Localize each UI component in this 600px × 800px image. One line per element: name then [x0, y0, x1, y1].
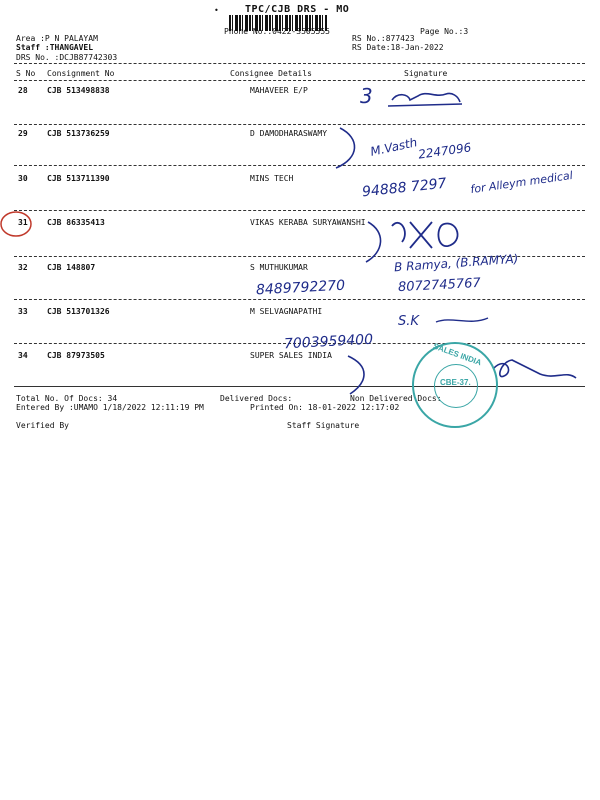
brace-mark [336, 128, 355, 168]
row-sno: 33 [18, 307, 28, 316]
handwritten-number: 2247096 [417, 140, 473, 162]
document-title: TPC/CJB DRS - MO [245, 4, 350, 15]
entered-by: Entered By :UMAMO 1/18/2022 12:11:19 PM [16, 403, 204, 412]
row-consignee: MAHAVEER E/P [250, 86, 308, 95]
company-stamp [412, 342, 498, 428]
stamp-code: CBE-37. [440, 378, 471, 387]
row-sno: 28 [18, 86, 28, 95]
col-signature: Signature [404, 69, 448, 78]
signature-underline [388, 104, 462, 106]
signature-scribble [392, 93, 460, 102]
header-dot: • [214, 6, 219, 15]
printed-on: Printed On: 18-01-2022 12:17:02 [250, 403, 400, 412]
row-sno: 34 [18, 351, 28, 360]
row-sno: 32 [18, 263, 28, 272]
row-consignment: CJB 86335413 [47, 218, 105, 227]
row-consignment: CJB 148807 [47, 263, 96, 272]
col-consignment: Consignment No [47, 69, 115, 78]
delivered-docs: Delivered Docs: [220, 394, 293, 403]
red-circle-mark [1, 212, 31, 236]
signature-scribble [494, 360, 576, 378]
row-consignee: MINS TECH [250, 174, 294, 183]
signature-scribble [392, 222, 458, 248]
signature-scribble [436, 318, 488, 322]
row-consignee: VIKAS KERABA SURYAWANSHI [250, 218, 366, 227]
handwritten-name: M.Vasth [369, 135, 419, 159]
brace-mark [366, 222, 381, 262]
area-field: Area :P N PALAYAM [16, 34, 98, 43]
row-consignment: CJB 513711390 [47, 174, 110, 183]
row-consignee: S MUTHUKUMAR [250, 263, 308, 272]
brace-mark [348, 356, 364, 394]
handwritten-name: B Ramya, (B.RAMYA) [393, 251, 519, 275]
verified-by: Verified By [16, 421, 69, 430]
handwritten-number: 7003959400 [283, 331, 374, 353]
row-consignment: CJB 513736259 [47, 129, 110, 138]
phone-number: Phone No.:0422-3505555 [224, 27, 330, 36]
col-consignee: Consignee Details [230, 69, 312, 78]
col-sno: S No [16, 69, 36, 78]
handwritten-phone: 8489792270 [255, 277, 346, 299]
drs-number: DRS No. :DCJB87742303 [16, 53, 118, 62]
staff-signature: Staff Signature [287, 421, 360, 430]
handwritten-signature: S.K [398, 314, 419, 329]
row-sno: 31 [18, 218, 28, 227]
rs-date: RS Date:18-Jan-2022 [352, 43, 444, 52]
rs-number: RS No.:877423 [352, 34, 415, 43]
row-consignee: SUPER SALES INDIA [250, 351, 332, 360]
row-consignee: D DAMODHARASWAMY [250, 129, 328, 138]
row-consignment: CJB 87973505 [47, 351, 105, 360]
stamp-ring-text: SALES INDIA [431, 341, 483, 368]
staff-field: Staff :THANGAVEL [16, 43, 94, 52]
total-docs: Total No. Of Docs: 34 [16, 394, 118, 403]
non-delivered-docs: Non Delivered Docs: [350, 394, 442, 403]
row-sno: 30 [18, 174, 28, 183]
row-consignment: CJB 513498838 [47, 86, 110, 95]
handwritten-number: 3 [360, 84, 373, 108]
row-consignment: CJB 513701326 [47, 307, 110, 316]
page-number: Page No.:3 [420, 27, 469, 36]
row-consignee: M SELVAGNAPATHI [250, 307, 323, 316]
handwritten-note: for Alleym medical [469, 168, 574, 197]
handwritten-phone: 8072745767 [397, 275, 482, 296]
handwritten-phone: 94888 7297 [361, 175, 448, 201]
row-sno: 29 [18, 129, 28, 138]
